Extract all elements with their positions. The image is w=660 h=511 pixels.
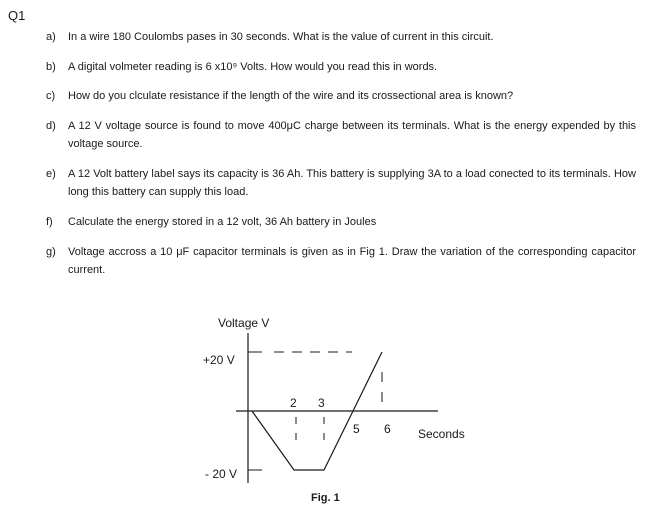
tick-label-2: 2 <box>290 396 297 410</box>
item-letter: e) <box>46 168 56 180</box>
neg-level-label: - 20 V <box>205 467 238 481</box>
x-axis-label: Seconds <box>418 427 465 441</box>
item-text: How do you clculate resistance if the length of the wire and its crossectional area is known? <box>68 90 514 102</box>
item-text: A 12 V voltage source is found to move 400μC charge between its terminals. What is the energy expended by this voltage source. <box>68 120 636 150</box>
tick-label-3: 3 <box>318 396 325 410</box>
item-text: Calculate the energy stored in a 12 volt, 36 Ah battery in Joules <box>68 216 377 228</box>
tick-label-5: 5 <box>353 422 360 436</box>
item-letter: a) <box>46 31 56 43</box>
item-text: A digital volmeter reading is 6 x10⁹ Volts. How would you read this in words. <box>68 61 438 73</box>
item-text: Voltage accross a 10 μF capacitor terminals is given as in Fig 1. Draw the variation of the corresponding capacitor current. <box>68 246 636 276</box>
y-axis-label: Voltage V <box>218 316 270 330</box>
question-label: Q1 <box>8 8 26 23</box>
item-text: In a wire 180 Coulombs pases in 30 seconds. What is the value of current in this circuit. <box>68 31 494 43</box>
item-letter: b) <box>46 61 56 73</box>
tick-label-6: 6 <box>384 422 391 436</box>
item-letter: f) <box>46 216 53 228</box>
item-text: A 12 Volt battery label says its capacity is 36 Ah. This battery is supplying 3A to a load conected to its terminals. How long this battery can supply this load. <box>68 168 636 198</box>
item-letter: g) <box>46 246 56 258</box>
figure-caption: Fig. 1 <box>311 492 340 504</box>
item-letter: c) <box>46 90 56 102</box>
pos-level-label: +20 V <box>203 353 235 367</box>
item-letter: d) <box>46 120 56 132</box>
